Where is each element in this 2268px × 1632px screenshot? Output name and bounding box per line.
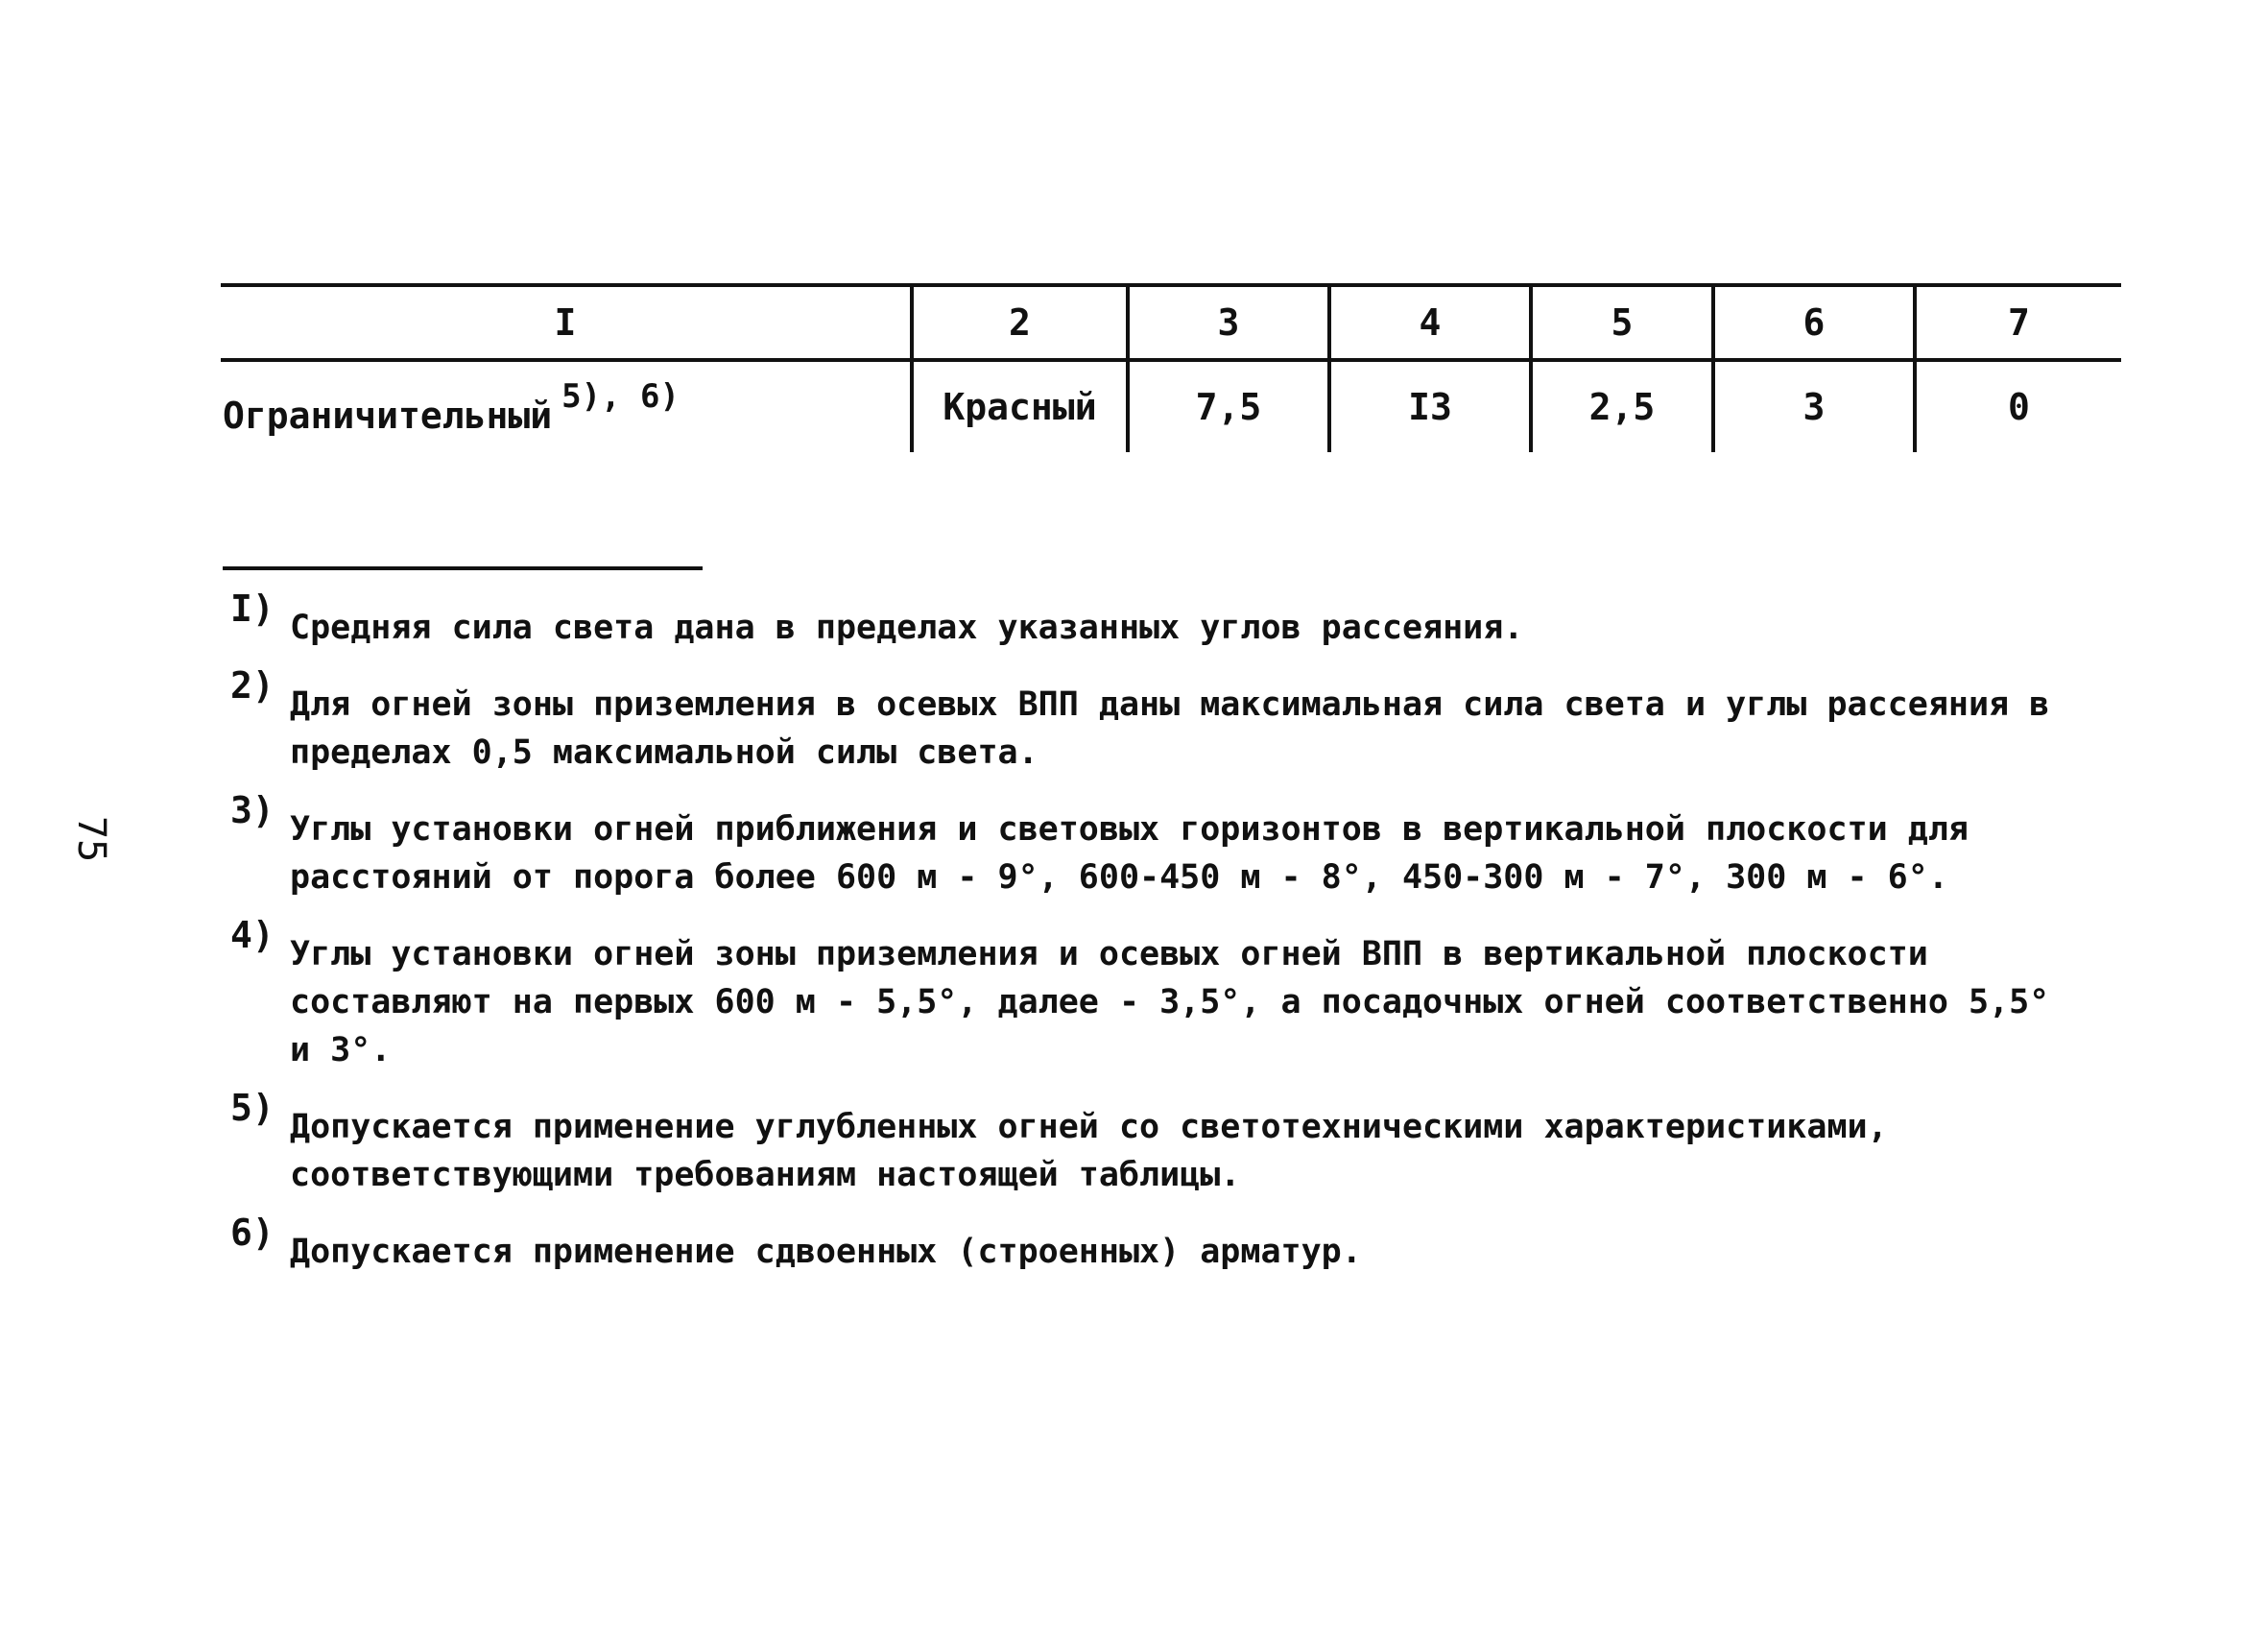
footnote-text: Средняя сила света дана в пределах указанных углов рассеяния.: [290, 609, 1524, 647]
col-header-3: 3: [1128, 285, 1329, 360]
table-header-row: [221, 285, 2121, 360]
footnote-text: Допускается применение углубленных огней со светотехническими характеристиками, соответствующими требованиям настоящей таблицы.: [290, 1108, 1888, 1194]
cell-col5: 2,5: [1531, 360, 1713, 452]
footnote-divider: [223, 566, 703, 570]
footnote-number: I): [230, 588, 275, 630]
cell-color: Красный: [912, 360, 1128, 452]
footnote-text: Допускается применение сдвоенных (строенных) арматур.: [290, 1233, 1362, 1271]
footnote: [230, 1214, 2073, 1276]
footnote: [230, 664, 2073, 777]
col-header-6: 6: [1713, 285, 1915, 360]
cell-col7: 0: [1915, 360, 2121, 452]
footnote-number: 5): [230, 1087, 275, 1129]
cell-col4: I3: [1329, 360, 1531, 452]
footnote: [230, 789, 2073, 901]
col-header-4: 4: [1329, 285, 1531, 360]
cell-col3: 7,5: [1128, 360, 1329, 452]
footnote-number: 2): [230, 664, 275, 707]
lights-table: [221, 283, 2121, 452]
col-header-2: 2: [912, 285, 1128, 360]
light-name: Ограничительный: [223, 395, 553, 437]
footnote: [230, 590, 2073, 652]
col-header-7: 7: [1915, 285, 2121, 360]
col-header-1: I: [554, 301, 577, 344]
cell-col6: 3: [1713, 360, 1915, 452]
footnote-number: 4): [230, 914, 275, 956]
footnote: [230, 1087, 2073, 1199]
page-number: 75: [69, 816, 113, 863]
footnote-text: Для огней зоны приземления в осевых ВПП даны максимальная сила света и углы рассеяния в пределах 0,5 максимальной силы света.: [290, 685, 2050, 772]
footnote: [230, 914, 2073, 1074]
footnote-number: 3): [230, 789, 275, 831]
footnote-text: Углы установки огней приближения и световых горизонтов в вертикальной плоскости для расстояний от порога более 600 м - 9°, 600-450 м - 8°, 450-300 м - 7°, 300 м - 6°.: [290, 810, 1969, 897]
table-row: [221, 360, 2121, 452]
cell-light-name: [221, 360, 912, 452]
footnote-number: 6): [230, 1212, 275, 1254]
col-header-5: 5: [1531, 285, 1713, 360]
footnotes: [230, 590, 2073, 1291]
footnote-text: Углы установки огней зоны приземления и осевых огней ВПП в вертикальной плоскости составляют на первых 600 м - 5,5°, далее - 3,5°, а посадочных огней соответственно 5,5° и 3°.: [290, 935, 2050, 1069]
light-name-refs: 5), 6): [561, 377, 680, 416]
